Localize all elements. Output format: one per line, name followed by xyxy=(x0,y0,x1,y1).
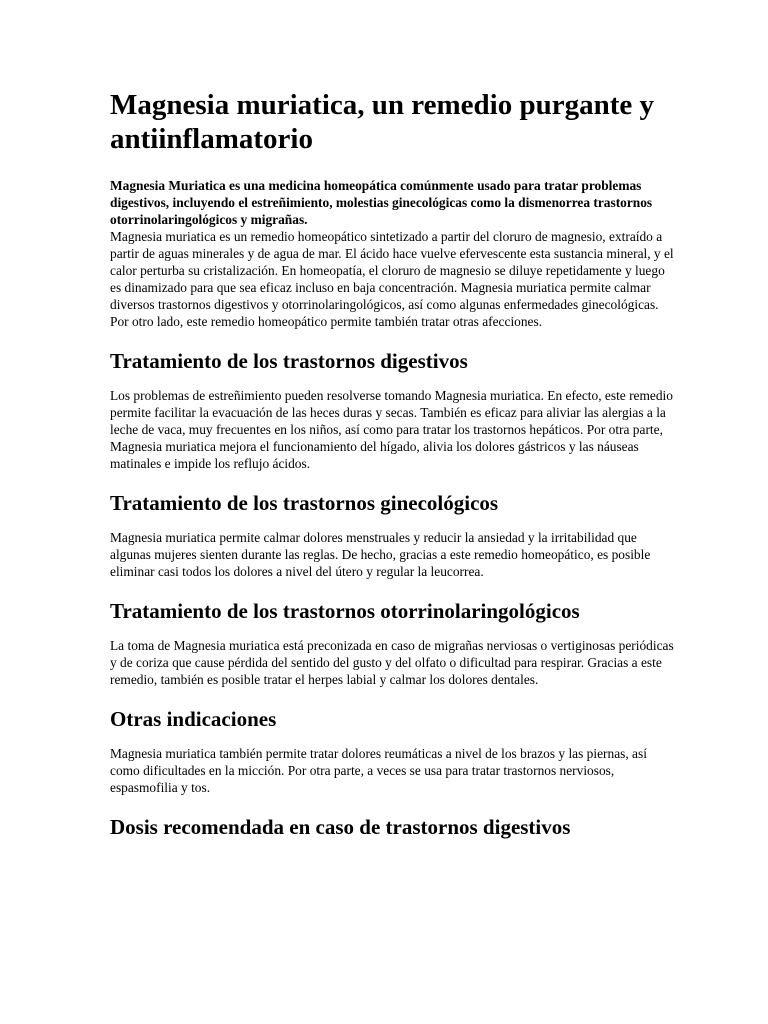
section-ent xyxy=(110,598,676,688)
section-digestive xyxy=(110,348,676,472)
section-body: Los problemas de estreñimiento pueden resolverse tomando Magnesia muriatica. En efecto, este remedio permite facilitar la evacuación de las heces duras y secas. También es eficaz para aliviar las alergias a la leche de vaca, muy frecuentes en los niños, así como para tratar los trastornos hepáticos. Por otra parte, Magnesia muriatica mejora el funcionamiento del hígado, alivia los dolores gástricos y las náuseas matinales e impide los reflujo ácidos. xyxy=(110,388,673,471)
section-heading: Otras indicaciones xyxy=(110,707,277,731)
section-dosage xyxy=(110,814,676,840)
section-body: Magnesia muriatica permite calmar dolores menstruales y reducir la ansiedad y la irritabilidad que algunas mujeres sienten durante las reglas. De hecho, gracias a este remedio homeopático, es posible eliminar casi todos los dolores a nivel del útero y regular la leucorrea. xyxy=(110,530,651,579)
lead-paragraph: Magnesia Muriatica es una medicina homeopática comúnmente usado para tratar problemas digestivos, incluyendo el estreñimiento, molestias ginecológicas como la dismenorrea trastornos otorrinolaringológicos y migrañas. xyxy=(110,178,653,227)
section-heading: Tratamiento de los trastornos ginecológicos xyxy=(110,491,499,515)
page-title: Magnesia muriatica, un remedio purgante y antiinflamatorio xyxy=(110,89,654,155)
section-gynecological xyxy=(110,490,676,580)
section-heading: Tratamiento de los trastornos otorrinolaringológicos xyxy=(110,599,580,623)
section-other-indications xyxy=(110,706,676,796)
section-body: La toma de Magnesia muriatica está preconizada en caso de migrañas nerviosas o vertiginosas periódicas y de coriza que cause pérdida del sentido del gusto y del olfato o dificultad para respirar. Gracias a este remedio, también es posible tratar el herpes labial y calmar los dolores dentales. xyxy=(110,638,674,687)
intro-paragraph: Magnesia muriatica es un remedio homeopático sintetizado a partir del cloruro de magnesio, extraído a partir de aguas minerales y de agua de mar. El ácido hace vuelve efervescente esta sustancia mineral, y el calor perturba su cristalización. En homeopatía, el cloruro de magnesio se diluye repetidamente y luego es dinamizado para que sea eficaz incluso en baja concentración. Magnesia muriatica permite calmar diversos trastornos digestivos y otorrinolaringológicos, así como algunas enfermedades ginecológicas. Por otro lado, este remedio homeopático permite también tratar otras afecciones. xyxy=(110,229,674,329)
section-body: Magnesia muriatica también permite tratar dolores reumáticas a nivel de los brazos y las piernas, así como dificultades en la micción. Por otra parte, a veces se usa para tratar trastornos nerviosos, espasmofilia y tos. xyxy=(110,746,647,795)
section-heading: Tratamiento de los trastornos digestivos xyxy=(110,349,468,373)
section-heading: Dosis recomendada en caso de trastornos digestivos xyxy=(110,815,571,839)
